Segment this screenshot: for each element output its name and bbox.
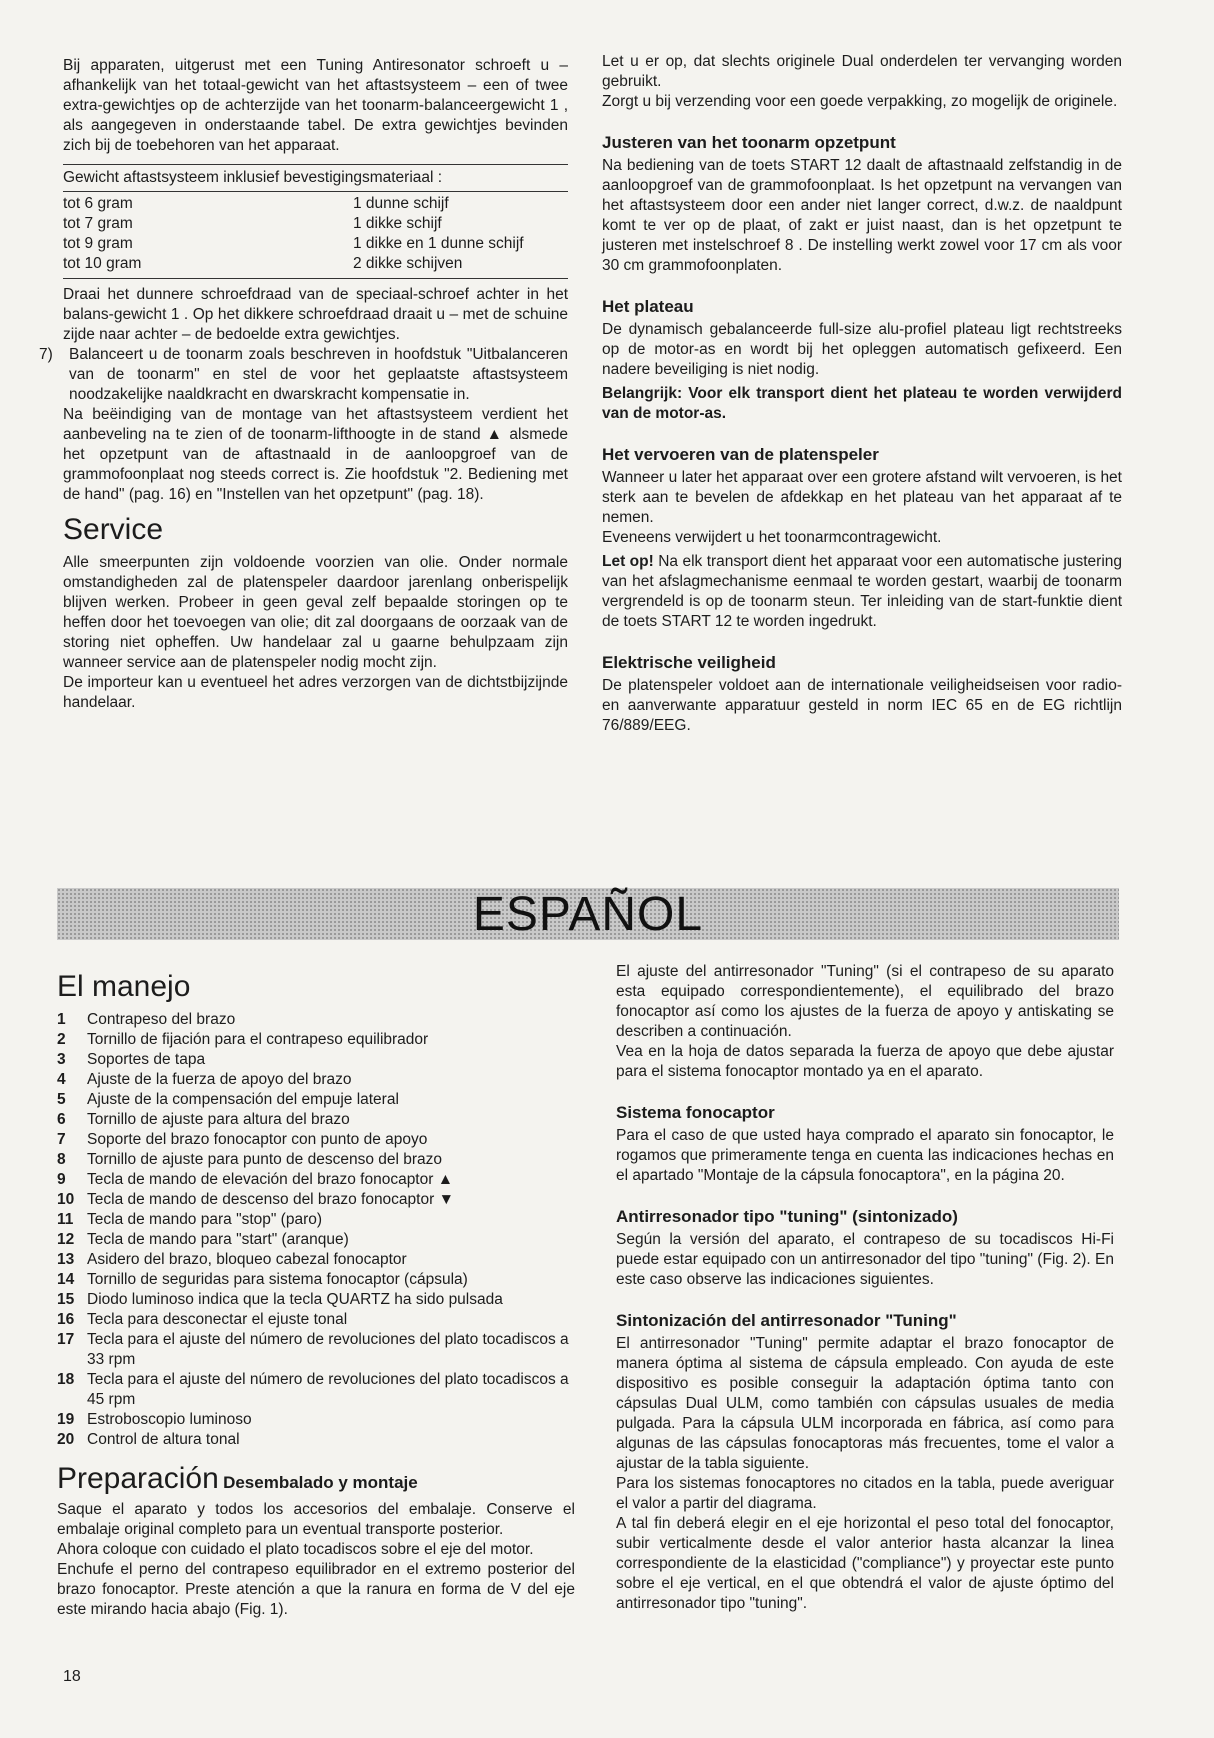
weight-table-title: Gewicht aftastsysteem inklusief bevestigingsmateriaal : xyxy=(63,164,568,192)
page-number: 18 xyxy=(63,1668,81,1685)
list-item xyxy=(57,1270,575,1290)
table-row: tot 10 gram 2 dikke schijven xyxy=(63,255,463,272)
list-item xyxy=(57,1290,575,1310)
subheading-desembalado: Desembalado y montaje xyxy=(223,1473,418,1492)
list-item xyxy=(57,1130,575,1150)
paragraph-counterweight: Enchufe el perno del contrapeso equilibrador en el extremo posterior del brazo fonocaptor. Preste atención a que la ranura en forma de V del eje este mirando hacia abajo (Fig. 1). xyxy=(57,1561,575,1618)
paragraph-contragewicht: Eveneens verwijdert u het toonarmcontragewicht. xyxy=(602,529,942,546)
warning-let-op: Let op! Na elk transport dient het apparaat voor een automatische justering van het afslagmechanisme eenmaal te worden gestart, waarbij de toonarm vergrendeld is op de toonarm steun. Ter inleiding van de start-funktie dient de toets START 12 te worden ingedrukt. xyxy=(602,553,1123,630)
table-row: tot 7 gram 1 dikke schijf xyxy=(63,215,442,232)
language-banner xyxy=(57,888,1119,940)
right-column-bottom xyxy=(616,962,1114,1614)
list-item-number: 4 xyxy=(57,1071,66,1088)
list-item-text: Tecla para el ajuste del número de revoluciones del plato tocadiscos a 33 rpm xyxy=(87,1331,569,1368)
list-item-number: 11 xyxy=(57,1211,74,1228)
list-item-number: 3 xyxy=(57,1051,66,1068)
list-item-number: 20 xyxy=(57,1431,75,1448)
list-item-number: 5 xyxy=(57,1091,66,1108)
list-item-text: Estroboscopio luminoso xyxy=(87,1411,252,1428)
list-item xyxy=(57,1330,575,1370)
list-item-number: 17 xyxy=(57,1331,75,1348)
list-item-text: Ajuste de la compensación del empuje lateral xyxy=(87,1091,399,1108)
list-item xyxy=(57,1430,575,1450)
paragraph-sintonizacion-2: Para los sistemas fonocaptores no citados en la tabla, puede averiguar el valor a partir del diagrama. xyxy=(616,1475,1114,1512)
list-item-number: 1 xyxy=(57,1011,66,1028)
heading-sistema: Sistema fonocaptor xyxy=(616,1103,775,1122)
heading-vervoeren: Het vervoeren van de platenspeler xyxy=(602,445,879,464)
list-item-number: 14 xyxy=(57,1271,75,1288)
list-item xyxy=(57,1090,575,1110)
list-item xyxy=(57,1310,575,1330)
heading-sintonizacion: Sintonización del antirresonador "Tuning" xyxy=(616,1311,957,1330)
list-item-text: Tornillo de ajuste para altura del brazo xyxy=(87,1111,350,1128)
left-column-top xyxy=(39,56,568,713)
service-heading: Service xyxy=(63,513,164,546)
banner-title: ESPAÑOL xyxy=(472,888,704,941)
intro-paragraph: Bij apparaten, uitgerust met een Tuning Antiresonator schroeft u – afhankelijk van het totaal-gewicht van het aftastsysteem – een of twee extra-gewichtjes op de achterzijde van het toonarm-balanceergewicht 1 , als aangegeven in onderstaande tabel. De extra gewichtjes bevinden zich bij de toebehoren van het apparaat. xyxy=(63,57,568,154)
table-row: tot 9 gram 1 dikke en 1 dunne schijf xyxy=(63,235,524,252)
preparation-heading-row xyxy=(57,1462,575,1496)
list-item-number: 7 xyxy=(57,1131,66,1148)
list-item-number: 16 xyxy=(57,1311,75,1328)
heading-justeren: Justeren van het toonarm opzetpunt xyxy=(602,133,896,152)
heading-antirresonador: Antirresonador tipo "tuning" (sintonizado) xyxy=(616,1207,958,1226)
list-item-text: Soportes de tapa xyxy=(87,1051,206,1068)
paragraph-unpack: Saque el aparato y todos los accesorios del embalaje. Conserve el embalaje original completo para un eventual transporte posterior. xyxy=(57,1501,575,1538)
list-item xyxy=(57,1190,575,1210)
list-item xyxy=(57,1410,575,1430)
list-item xyxy=(57,1250,575,1270)
list-item-text: Tornillo de fijación para el contrapeso equilibrador xyxy=(87,1031,429,1048)
list-item xyxy=(57,1370,575,1410)
left-column-bottom xyxy=(57,970,575,1620)
list-item-number: 13 xyxy=(57,1251,75,1268)
paragraph-vervoeren: Wanneer u later het apparaat over een grotere afstand wilt vervoeren, is het sterk aan te bevelen de afdekkap en het plateau van het apparaat af te nemen. xyxy=(602,469,1122,526)
list-item-text: Tecla de mando para "stop" (paro) xyxy=(87,1211,323,1228)
list-item xyxy=(57,1010,575,1030)
paragraph-sintonizacion-3: A tal fin deberá elegir en el eje horizontal el peso total del fonocaptor, subir verticalmente desde el valor anterior hasta alcanzar la linea correspondiente de la elasticidad ("compliance") y proyectar este punto sobre el eje vertical, en el que obtendrá el valor de ajuste óptimo del antirresonador tipo "tuning". xyxy=(616,1515,1114,1612)
list-item-text: Tecla de mando para "start" (aranque) xyxy=(87,1231,349,1248)
table-row: tot 6 gram 1 dunne schijf xyxy=(63,195,449,212)
list-item-text: Control de altura tonal xyxy=(87,1431,240,1448)
list-item xyxy=(57,1230,575,1250)
paragraph-elektrisch: De platenspeler voldoet aan de internationale veiligheidseisen voor radio- en aanverwante apparatuur gesteld in norm IEC 65 en de EG richtlijn 76/889/EEG. xyxy=(602,677,1122,734)
paragraph-original-parts: Let u er op, dat slechts originele Dual onderdelen ter vervanging worden gebruikt. xyxy=(602,53,1122,90)
list-item-number: 10 xyxy=(57,1191,75,1208)
list-item-number: 8 xyxy=(57,1151,66,1168)
list-item xyxy=(57,1170,575,1190)
right-column-top xyxy=(602,52,1122,736)
list-item-number: 15 xyxy=(57,1291,75,1308)
list-item-text: Contrapeso del brazo xyxy=(87,1011,236,1028)
warning-belangrijk: Belangrijk: Voor elk transport dient het plateau te worden verwijderd van de motor-as. xyxy=(602,385,1122,422)
heading-el-manejo: El manejo xyxy=(57,970,191,1003)
heading-plateau: Het plateau xyxy=(602,297,694,316)
list-item-number: 18 xyxy=(57,1371,75,1388)
paragraph-place-platter: Ahora coloque con cuidado el plato tocadiscos sobre el eje del motor. xyxy=(57,1541,534,1558)
paragraph-antirresonador: Según la versión del aparato, el contrapeso de su tocadiscos Hi-Fi puede estar equipado con un antirresonador del tipo "tuning" (Fig. 2). En este caso observe las indicaciones siguientes. xyxy=(616,1231,1114,1288)
paragraph-sintonizacion-1: El antirresonador "Tuning" permite adaptar el brazo fonocaptor de manera óptima al sistema de cápsula empleado. Con ayuda de este dispositivo es posible conseguir la adaptación óptima tanto con cápsulas Dual ULM, como también con cápsulas usuales de media pulgada. Para la cápsula ULM incorporada en fábrica, así como para algunas de las cápsulas fonocaptoras más frecuentes, tome el valor a ajustar de la tabla siguiente. xyxy=(616,1335,1114,1472)
list-item-text: Tecla para desconectar el ejuste tonal xyxy=(87,1311,348,1328)
list-item-number: 12 xyxy=(57,1231,75,1248)
list-item xyxy=(57,1110,575,1130)
list-item-number: 9 xyxy=(57,1171,66,1188)
paragraph-sistema: Para el caso de que usted haya comprado el aparato sin fonocaptor, le rogamos que primeramente tenga en cuenta las indicaciones hechas en el apartado "Montaje de la cápsula fonocaptora", en la página 20. xyxy=(616,1127,1114,1184)
list-item-number: 2 xyxy=(57,1031,66,1048)
list-item-number: 6 xyxy=(57,1111,66,1128)
list-item-text: Tecla de mando de descenso del brazo fonocaptor ▼ xyxy=(87,1191,454,1208)
paragraph-tuning-intro: El ajuste del antirresonador "Tuning" (si el contrapeso de su aparato esta equipado correspondientemente), el equilibrado del brazo fonocaptor así como los ajustes de la fuerza de apoyo y antiskating se describen a continuación. xyxy=(616,963,1114,1040)
paragraph-datasheet: Vea en la hoja de datos separada la fuerza de apoyo que debe ajustar para el sistema fonocaptor montado ya en el aparato. xyxy=(616,1043,1114,1080)
paragraph-after-mount: Na beëindiging van de montage van het aftastsysteem verdient het aanbeveling na te zien of de toonarm-lifthoogte in de stand ▲ alsmede het opzetpunt van de aftastnaald in de aanloopgroef van de grammofoonplaat nog steeds correct is. Zie hoofdstuk "2. Bediening met de hand" (pag. 16) en "Instellen van het opzetpunt" (pag. 18). xyxy=(63,406,568,503)
paragraph-plateau: De dynamisch gebalanceerde full-size alu-profiel plateau ligt rechtstreeks op de motor-as en wordt bij het opleggen automatisch gefixeerd. Een nadere beveiliging is niet nodig. xyxy=(602,321,1122,378)
heading-elektrisch: Elektrische veiligheid xyxy=(602,653,776,672)
list-item-number: 19 xyxy=(57,1411,75,1428)
list-item-text: Tornillo de seguridas para sistema fonocaptor (cápsula) xyxy=(87,1271,468,1288)
list-item-text: Soporte del brazo fonocaptor con punto de apoyo xyxy=(87,1131,428,1148)
paragraph-packaging: Zorgt u bij verzending voor een goede verpakking, zo mogelijk de originele. xyxy=(602,93,1118,110)
list-item-text: Tecla de mando de elevación del brazo fonocaptor ▲ xyxy=(87,1171,454,1188)
list-item-text: Tornillo de ajuste para punto de descenso del brazo xyxy=(87,1151,443,1168)
list-item xyxy=(57,1210,575,1230)
parts-list xyxy=(57,1010,575,1450)
weight-table xyxy=(63,194,568,279)
list-item-text: Ajuste de la fuerza de apoyo del brazo xyxy=(87,1071,352,1088)
paragraph-justeren: Na bediening van de toets START 12 daalt de aftastnaald zelfstandig in de aanloopgroef van de grammofoonplaat. Is het opzetpunt na vervangen van het aftastsysteem door een ander niet langer correct, d.w.z. de naaldpunt komt te ver op de plaat, of zakt er juist naast, dan is het opzetpunt te justeren met instelschroef 8 . De instelling werkt zowel voor 17 cm als voor 30 cm grammofoonplaten. xyxy=(602,157,1122,274)
list-item xyxy=(57,1070,575,1090)
list-item-text: Asidero del brazo, bloqueo cabezal fonocaptor xyxy=(87,1251,407,1268)
service-paragraph: Alle smeerpunten zijn voldoende voorzien van olie. Onder normale omstandigheden zal de platenspeler daardoor jarenlang onberispelijk blijven werken. Probeer in geen geval zelf bepaalde storingen op te heffen door het toevoegen van olie; dit zal doorgaans de oorzaak van de storing niet opheffen. Uw handelaar zal u gaarne behulpzaam zijn wanneer service aan de platenspeler nodig mocht zijn. xyxy=(63,554,568,671)
paragraph-screw: Draai het dunnere schroefdraad van de speciaal-schroef achter in het balans-gewicht 1 . Op het dikkere schroefdraad draait u – met de schuine zijde naar achter – de bedoelde extra gewichtjes. xyxy=(63,286,568,343)
list-item-text: Diodo luminoso indica que la tecla QUARTZ ha sido pulsada xyxy=(87,1291,503,1308)
heading-preparacion: Preparación xyxy=(57,1462,219,1495)
list-item xyxy=(57,1150,575,1170)
list-item xyxy=(57,1030,575,1050)
list-item: 7) Balanceert u de toonarm zoals beschreven in hoofdstuk "Uitbalanceren van de toonarm" en stel de voor het geplaatste aftastsysteem noodzakelijke naaldkracht en dwarskracht kompensatie in. xyxy=(39,346,568,403)
service-paragraph-importer: De importeur kan u eventueel het adres verzorgen van de dichtstbijzijnde handelaar. xyxy=(63,674,568,711)
list-item-text: Tecla para el ajuste del número de revoluciones del plato tocadiscos a 45 rpm xyxy=(87,1371,569,1408)
list-item xyxy=(57,1050,575,1070)
